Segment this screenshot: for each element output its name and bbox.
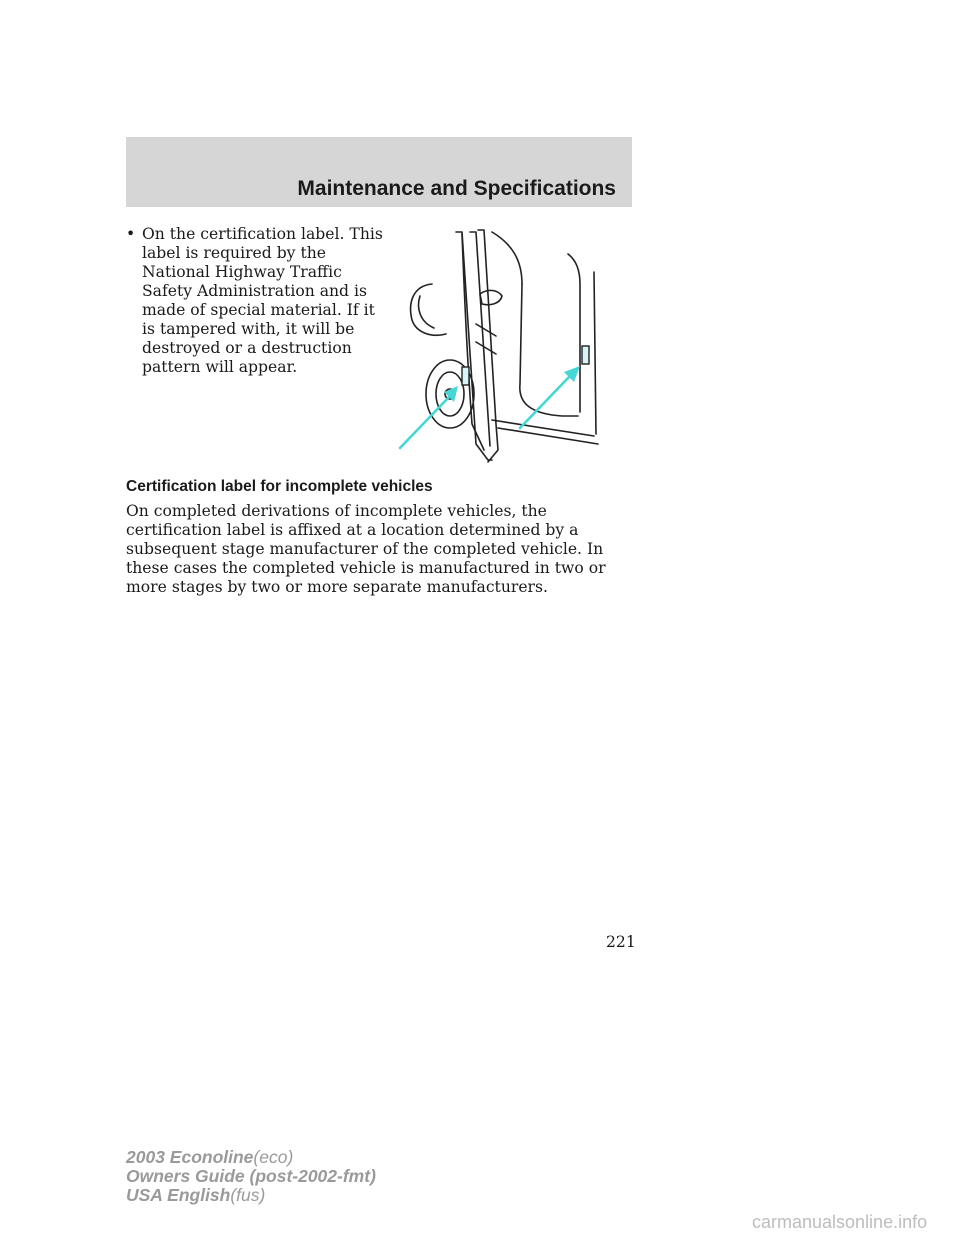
footer-model-code: (eco) <box>253 1147 294 1167</box>
door-opening-curve <box>568 254 580 412</box>
rocker-line <box>492 420 594 436</box>
label-pillar-marker <box>582 346 589 364</box>
footer-line-guide <box>126 1167 376 1186</box>
footer-line-language <box>126 1186 376 1205</box>
door-panel-mid <box>470 232 490 446</box>
van-door-certification-label-illustration <box>392 224 624 468</box>
section-heading: Certification label for incomplete vehicles <box>126 478 433 495</box>
door-opening-top <box>492 232 522 284</box>
body-rear-line <box>594 272 596 434</box>
watermark: carmanualsonline.info <box>752 1212 928 1232</box>
page-section-title: Maintenance and Specifications <box>297 177 616 200</box>
footer-line-model <box>126 1148 376 1167</box>
footer-guide: Owners Guide (post-2002-fmt) <box>126 1166 376 1186</box>
header-band <box>126 137 632 207</box>
footer-language: USA English <box>126 1185 231 1205</box>
label-door-marker <box>462 367 469 385</box>
bullet-item <box>126 225 386 377</box>
body-paragraph: On completed derivations of incomplete vehicles, the certification label is affixed at a location determined by a subsequent stage manufacturer of the completed vehicle. In these cases the completed vehicle is manufactured in two or more stages by two or more separate manufacturers. <box>126 502 606 596</box>
fender-inner <box>419 296 434 328</box>
arrow-pillar-label <box>520 376 570 428</box>
footer-model: 2003 Econoline <box>126 1147 254 1167</box>
door-panel-front <box>462 234 484 450</box>
bullet-text: On the certification label. This label is required by the National Highway Traffic Safety Administration and is made of special material. If it is tampered with, it will be destroyed or a destruction pattern will appear. <box>142 225 383 376</box>
fender-outline <box>411 284 446 335</box>
door-trim <box>476 324 496 354</box>
door-handle <box>480 290 502 304</box>
document-footer <box>126 1148 376 1205</box>
floor-line <box>498 428 598 444</box>
bullet-marker: • <box>126 225 136 243</box>
footer-language-code: (fus) <box>230 1185 266 1205</box>
arrow-door-label <box>400 396 450 448</box>
page-number: 221 <box>606 933 636 951</box>
